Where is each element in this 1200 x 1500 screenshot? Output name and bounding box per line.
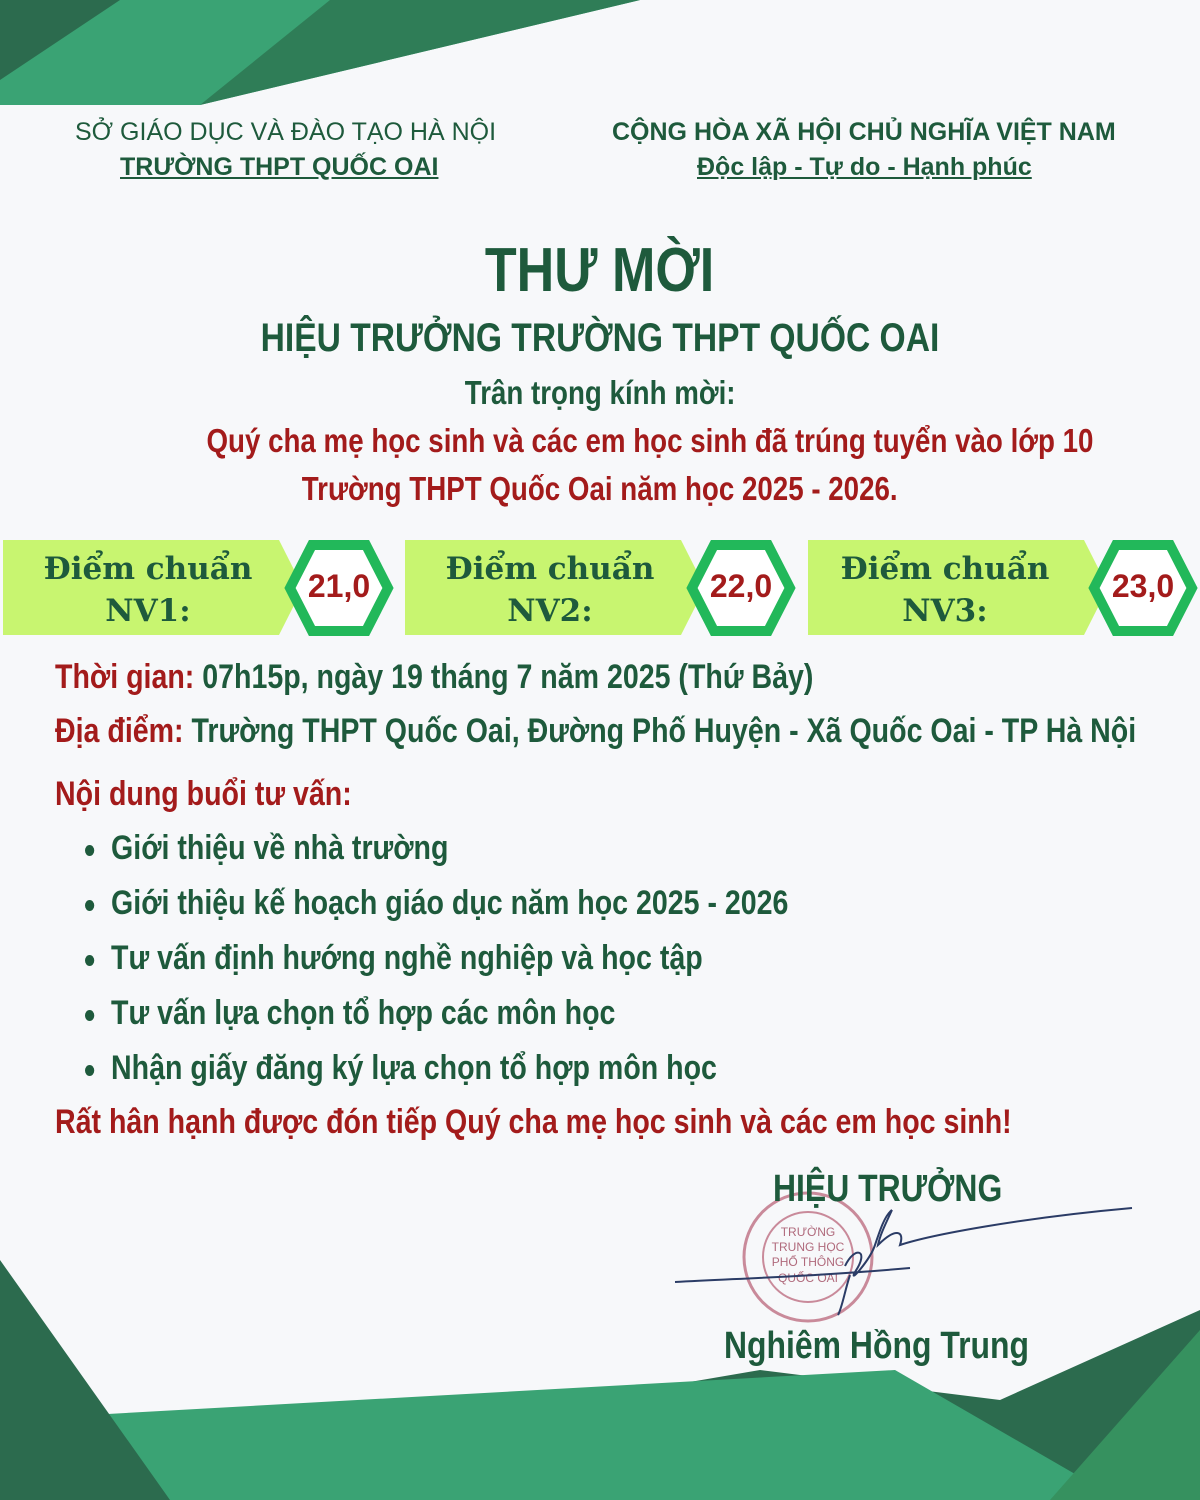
content-heading: Nội dung buổi tư vấn: (55, 775, 352, 813)
event-time: Thời gian: 07h15p, ngày 19 tháng 7 năm 2025 (Thứ Bảy) (55, 658, 814, 696)
subtitle: HIỆU TRƯỞNG TRƯỜNG THPT QUỐC OAI (260, 316, 940, 360)
invitees-line2: Trường THPT Quốc Oai năm học 2025 - 2026. (302, 470, 898, 507)
list-item: Nhận giấy đăng ký lựa chọn tổ hợp môn học (85, 1049, 837, 1088)
svg-text:PHỔ THÔNG: PHỔ THÔNG (771, 1255, 845, 1269)
closing-text: Rất hân hạnh được đón tiếp Quý cha mẹ học sinh và các em học sinh! (55, 1103, 1012, 1141)
list-item: Tư vấn lựa chọn tổ hợp các môn học (85, 994, 716, 1033)
invitees-line1: Quý cha mẹ học sinh và các em học sinh đã trúng tuyển vào lớp 10 (206, 422, 1094, 459)
school-name: TRƯỜNG THPT QUỐC OAI (120, 153, 439, 181)
motto: Độc lập - Tự do - Hạnh phúc (697, 153, 1032, 181)
signer-name: Nghiêm Hồng Trung (724, 1325, 1029, 1367)
greeting: Trân trọng kính mời: (464, 374, 736, 411)
score-value-nv2: 22,0 (709, 568, 773, 604)
score-label-nv1: Điểm chuẩn NV1: (43, 551, 253, 629)
signer-role: HIỆU TRƯỞNG (773, 1168, 1003, 1210)
list-item: Giới thiệu về nhà trường (85, 829, 518, 868)
list-item: Tư vấn định hướng nghề nghiệp và học tập (85, 939, 820, 978)
score-label-nv2: Điểm chuẩn NV2: (445, 551, 655, 629)
list-item: Giới thiệu kế hoạch giáo dục năm học 2025 - 2026 (85, 884, 922, 923)
page-title: THƯ MỜI (485, 236, 715, 305)
svg-text:TRUNG HỌC: TRUNG HỌC (771, 1240, 845, 1254)
country-name: CỘNG HÒA XÃ HỘI CHỦ NGHĨA VIỆT NAM (612, 118, 1116, 146)
score-value-nv1: 21,0 (307, 568, 371, 604)
event-place: Địa điểm: Trường THPT Quốc Oai, Đường Phố Huyện - Xã Quốc Oai - TP Hà Nội (55, 712, 1137, 750)
svg-text:TRƯỜNG: TRƯỜNG (780, 1225, 836, 1239)
score-label-nv3: Điểm chuẩn NV3: (840, 551, 1050, 629)
score-value-nv3: 23,0 (1111, 568, 1175, 604)
department-name: SỞ GIÁO DỤC VÀ ĐÀO TẠO HÀ NỘI (75, 118, 497, 146)
svg-text:QUỐC OAI: QUỐC OAI (777, 1271, 839, 1285)
